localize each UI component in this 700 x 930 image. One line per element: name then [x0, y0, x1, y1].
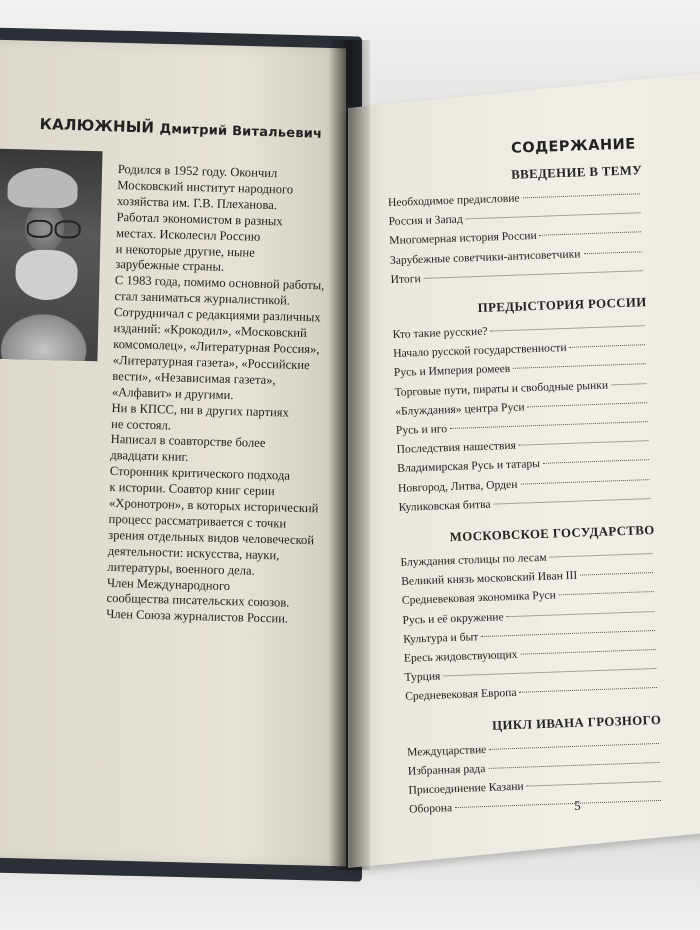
toc-entry [396, 434, 651, 457]
bio-line: изданий: «Крокодил», «Московский [113, 321, 308, 341]
bio-line: зрения отдельных видов человеческой [108, 527, 315, 548]
bio-line: «Алфавит» и другими. [111, 384, 234, 402]
toc-dot-leader [543, 460, 649, 465]
toc-entry-title: Зарубежные советчики-антисоветчики [389, 246, 581, 267]
bio-line: деятельности: искусства, науки, [107, 543, 280, 563]
toc-entry [403, 624, 658, 647]
toc-entry [388, 187, 643, 210]
bio-line: зарубежные страны. [115, 257, 225, 275]
toc-dot-leader [424, 270, 643, 279]
bio-line: процесс рассматривается с точки [108, 511, 287, 531]
toc-dot-leader [507, 611, 655, 617]
bio-line: Написал в соавторстве более [110, 432, 266, 451]
toc-entry [402, 605, 657, 628]
toc-entry-title: Последствия нашествия [396, 438, 517, 457]
author-surname: КАЛЮЖНЫЙ [39, 115, 155, 137]
toc-dot-leader [455, 800, 661, 808]
bio-line: «Хронотрон», в которых исторический [108, 495, 319, 516]
toc-entry [401, 566, 656, 589]
toc-entry-title: Новгород, Литва, Орден [397, 477, 518, 495]
toc-dot-leader [494, 498, 651, 504]
toc-entry-title: Турция [404, 669, 441, 684]
toc-entry-title: Культура и быт [402, 629, 479, 646]
toc-entry-title: Избранная рада [407, 761, 486, 778]
toc-dot-leader [528, 402, 648, 407]
toc-entry-title: Итоги [390, 271, 421, 286]
toc-entry [392, 319, 647, 342]
toc-dot-leader [513, 364, 646, 370]
bio-line: Член Союза журналистов России. [105, 607, 289, 626]
toc-entry [405, 681, 660, 704]
toc-entry [395, 396, 650, 419]
bio-line: к истории. Соавтор книг серии [109, 480, 275, 499]
bio-line: двадцати книг. [110, 448, 189, 465]
toc-entry-title: Владимирская Русь и татары [397, 457, 541, 476]
toc-dot-leader [540, 232, 642, 237]
toc-entry [400, 547, 655, 570]
bio-line: Родился в 1952 году. Окончил [117, 162, 278, 181]
toc-dot-leader [550, 553, 653, 558]
toc-dot-leader [489, 743, 659, 750]
toc-section-title: МОСКОВСКОЕ ГОСУДАРСТВО [449, 522, 655, 545]
bio-line: местах. Исколесил Россию [115, 225, 261, 244]
bio-line: вести», «Независимая газета», [112, 368, 276, 387]
toc-entry [389, 226, 644, 249]
toc-entry-title: «Блуждания» центра Руси [395, 400, 525, 418]
toc-entry-title: Присоединение Казани [408, 779, 524, 797]
bio-line: С 1983 года, помимо основной работы, [114, 273, 325, 293]
author-photo [0, 149, 103, 361]
toc-dot-leader [488, 762, 659, 769]
bio-line: комсомолец», «Литературная Россия», [113, 336, 320, 357]
bio-line: «Литературная газета», «Российские [112, 352, 310, 372]
bio-line: литературы, военного дела. [107, 559, 255, 578]
toc-entry-title: Русь и Империя ромеев [393, 362, 511, 380]
toc-entry-title: Средневековая экономика Руси [401, 588, 557, 608]
bio-line: хозяйства им. Г.В. Плеханова. [116, 193, 278, 212]
bio-line: Член Международного [106, 575, 231, 593]
bio-line: Сторонник критического подхода [109, 464, 291, 483]
toc-entry [404, 643, 659, 666]
toc-dot-leader [443, 668, 656, 676]
toc-entry-title: Торговые пути, пираты и свободные рынки [394, 378, 609, 399]
toc-entry [394, 377, 649, 400]
toc-entry-title: Куликовская битва [398, 497, 491, 514]
toc-dot-leader [450, 421, 648, 429]
toc-entry-title: Русь и иго [395, 422, 448, 437]
toc-entry [390, 245, 645, 268]
toc-dot-leader [520, 649, 655, 655]
toc-entry [390, 264, 645, 287]
toc-entry-title: Необходимое предисловие [387, 191, 520, 210]
toc-dot-leader [583, 251, 641, 254]
toc-dot-leader [580, 572, 653, 576]
toc-entry [394, 357, 649, 380]
toc-dot-leader [523, 193, 640, 198]
bio-line: Московский институт народного [117, 177, 294, 197]
toc-entry [404, 662, 659, 685]
toc-dot-leader [490, 325, 644, 331]
toc-entry [393, 338, 648, 361]
toc-entry-title: Оборона [408, 801, 453, 816]
toc-dot-leader [559, 591, 654, 595]
toc-section-title: ПРЕДЫСТОРИЯ РОССИИ [477, 295, 647, 316]
toc-entry-title: Междуцарствие [406, 742, 487, 759]
toc-dot-leader [519, 440, 649, 446]
toc-dot-leader [466, 212, 641, 219]
toc-entry-title: Русь и её окружение [402, 609, 504, 627]
author-given-name: Дмитрий Витальевич [159, 121, 323, 142]
toc-entry-title: Начало русской государственности [393, 341, 567, 361]
toc-dot-leader [520, 479, 649, 485]
toc-dot-leader [481, 630, 655, 637]
bio-line: и некоторые другие, ныне [115, 241, 255, 260]
toc-entry [397, 453, 652, 476]
toc-entry [408, 775, 663, 798]
toc-entry [396, 415, 651, 438]
bio-line: Ни в КПСС, ни в других партиях [111, 400, 290, 420]
toc-entry-title: Блуждания столицы по лесам [400, 550, 547, 569]
bio-line: Работал экономистом в разных [116, 209, 283, 229]
toc-dot-leader [611, 383, 646, 385]
toc-section-title: ЦИКЛ ИВАНА ГРОЗНОГО [491, 712, 662, 733]
bio-line: не состоял. [110, 416, 172, 432]
toc-entry [402, 585, 657, 608]
toc-entry-title: Великий князь московский Иван III [400, 568, 578, 589]
bio-line: сообщества писательских союзов. [106, 591, 290, 611]
toc-entry [407, 736, 662, 759]
table-of-contents [360, 108, 684, 818]
toc-dot-leader [570, 344, 646, 348]
toc-entry [398, 473, 653, 496]
toc-entry-title: Россия и Запад [388, 212, 463, 229]
toc-title: СОДЕРЖАНИЕ [510, 136, 636, 157]
author-bio [106, 162, 330, 629]
bio-line: Сотрудничал с редакциями различных [113, 305, 321, 325]
toc-section-title: ВВЕДЕНИЕ В ТЕМУ [510, 163, 643, 182]
toc-entry [388, 206, 643, 229]
toc-dot-leader [520, 687, 658, 693]
toc-entry-title: Средневековая Европа [404, 686, 517, 704]
toc-entry-title: Кто такие русские? [392, 324, 488, 341]
toc-entry-title: Ересь жидовствующих [403, 647, 518, 665]
toc-dot-leader [527, 781, 661, 787]
toc-entry [398, 492, 653, 515]
bio-line: стал заниматься журналистикой. [114, 289, 291, 308]
toc-entry [408, 756, 663, 779]
toc-entry-title: Многомерная история России [389, 229, 537, 248]
page-number: 5 [573, 797, 581, 813]
